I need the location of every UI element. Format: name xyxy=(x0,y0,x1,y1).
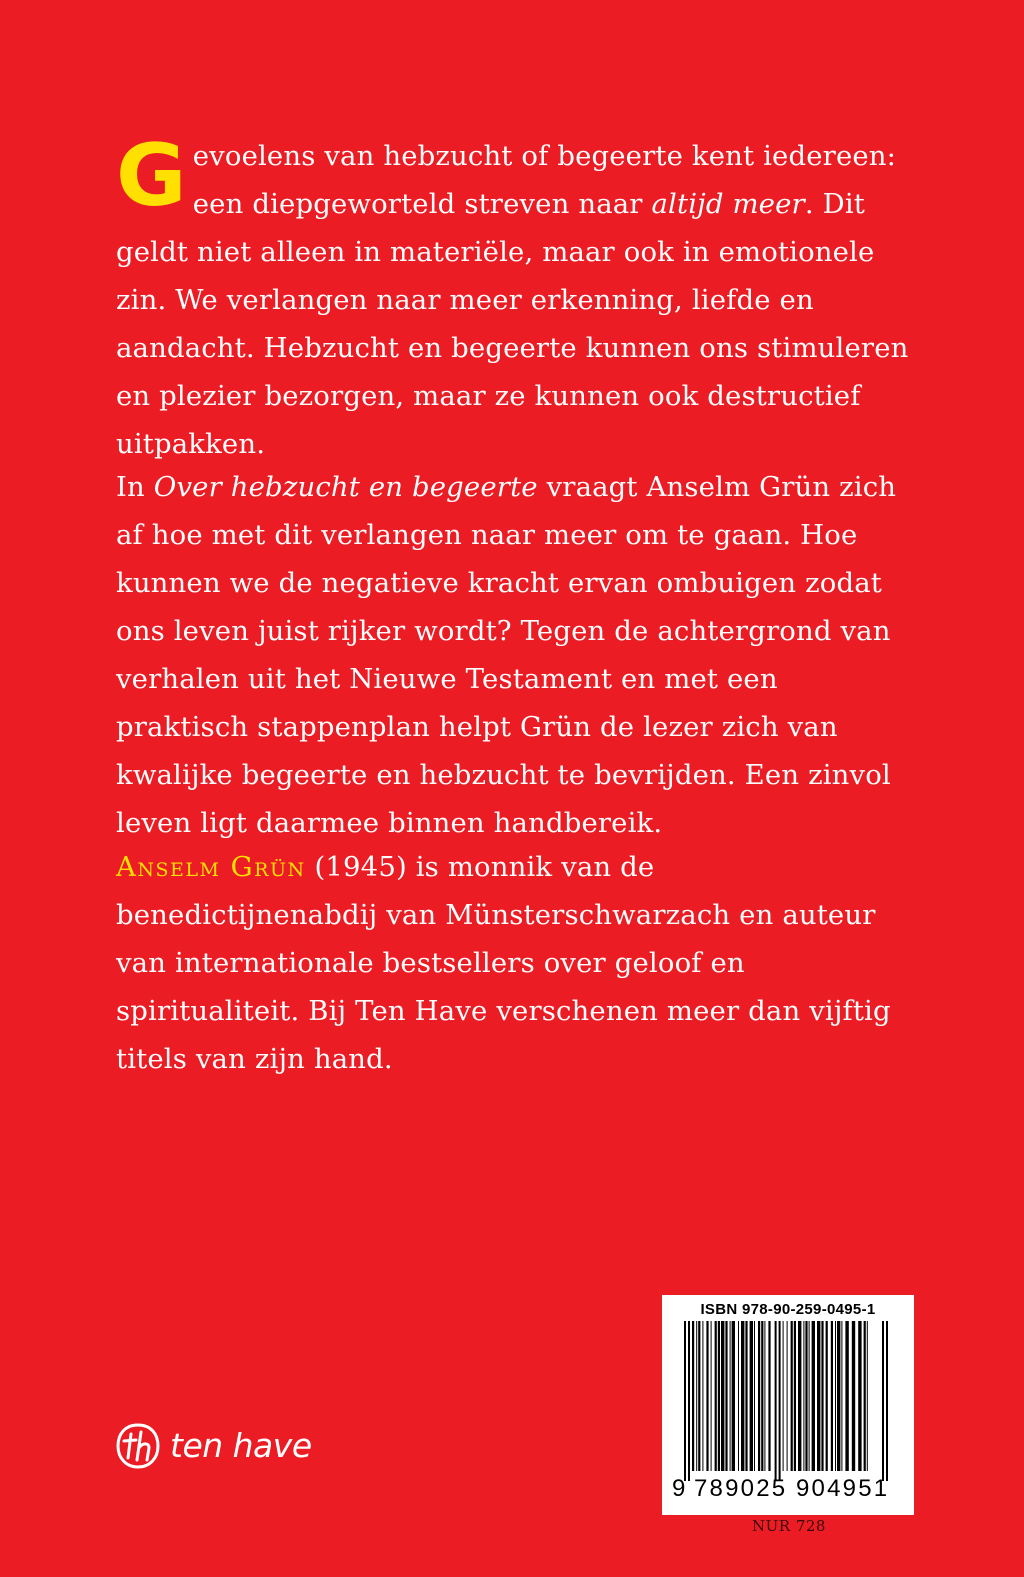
nur-code: NUR 728 xyxy=(752,1517,826,1535)
author-name: Anselm Grün xyxy=(116,851,306,883)
author-bio-text: (1945) is monnik van de benedictijnenabdij van Münsterschwarzach en auteur van internationale bestsellers over geloof en spiritualiteit. Bij Ten Have verschenen meer dan vijftig titels van zijn hand. xyxy=(116,851,891,1075)
barcode-digits-right: 904951 xyxy=(796,1475,890,1502)
book-title-italic: Over hebzucht en begeerte xyxy=(153,471,538,503)
intro-paragraph xyxy=(116,126,916,468)
intro-text-end: . Dit geldt niet alleen in materiële, maar ook in emotionele zin. We verlangen naar meer erkenning, liefde en aandacht. Hebzucht en begeerte kunnen ons stimuleren en plezier bezorgen, maar ze kunnen ook destructief uitpakken. xyxy=(116,188,909,460)
isbn-label: ISBN 978-90-259-0495-1 xyxy=(700,1301,876,1318)
barcode-icon xyxy=(670,1321,906,1481)
summary-text-start: In xyxy=(116,471,154,503)
th-monogram-icon xyxy=(114,1422,162,1470)
barcode-digit-first: 9 xyxy=(672,1475,686,1502)
summary-paragraph xyxy=(116,463,916,847)
publisher-logo xyxy=(114,1420,312,1472)
summary-text-end: vraagt Anselm Grün zich af hoe met dit verlangen naar meer om te gaan. Hoe kunnen we de negatieve kracht ervan ombuigen zodat ons leven juist rijker wordt? Tegen de achtergrond van verhalen uit het Nieuwe Testament en met een praktisch stappenplan helpt Grün de lezer zich van kwalijke begeerte en hebzucht te bevrijden. Een zinvol leven ligt daarmee binnen handbereik. xyxy=(116,471,897,839)
barcode-panel xyxy=(662,1295,914,1515)
publisher-name: ten have xyxy=(170,1426,312,1465)
intro-emphasis: altijd meer xyxy=(651,188,805,220)
intro-text-start: evoelens van hebzucht of begeerte kent iedereen: een diepgeworteld streven naar xyxy=(192,140,897,220)
barcode-digits-left: 789025 xyxy=(694,1475,788,1502)
author-bio-paragraph xyxy=(116,843,916,1083)
drop-cap-letter: G xyxy=(116,126,187,226)
